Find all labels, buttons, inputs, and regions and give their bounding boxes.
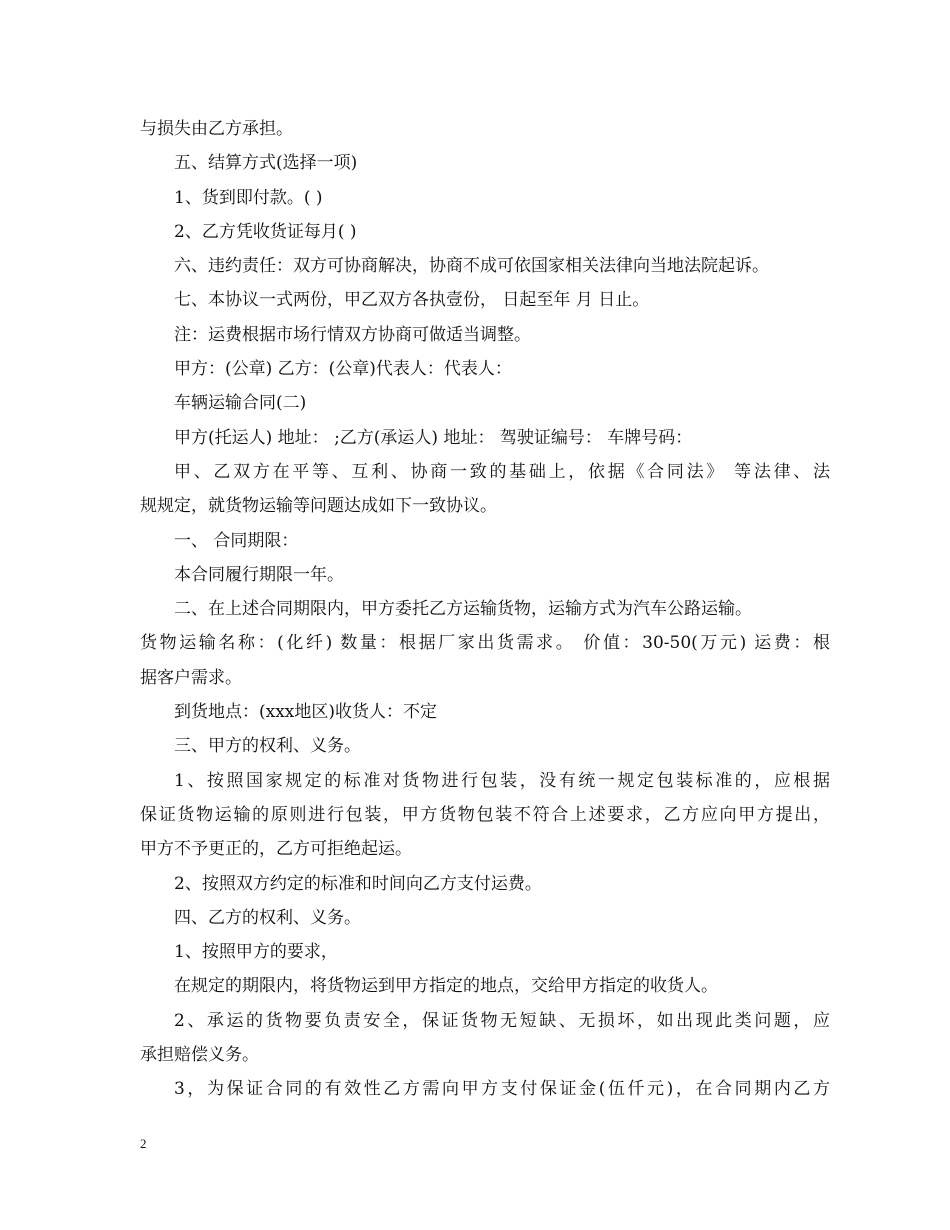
text-line: 五、结算方式(选择一项) [174,153,358,174]
text-line: 1、按照甲方的要求， [174,942,338,963]
text-line: 2、承运的货物要负责安全，保证货物无短缺、无损坏，如出现此类问题，应 [174,1010,830,1031]
text-line: 甲方不予更正的，乙方可拒绝起运。 [140,839,412,860]
text-line: 四、乙方的权利、义务。 [174,907,361,928]
text-line: 2、乙方凭收货证每月( ) [174,221,357,242]
text-line: 2、按照双方约定的标准和时间向乙方支付运费。 [174,873,542,894]
text-line: 据客户需求。 [140,667,242,688]
text-line: 七、本协议一式两份，甲乙双方各执壹份， 日起至年 月 日止。 [174,290,650,311]
text-line: 1、货到即付款。( ) [174,187,323,208]
text-line: 一、 合同期限： [174,530,299,551]
text-line: 三、甲方的权利、义务。 [174,736,361,757]
document-body [140,112,830,1107]
text-line: 二、在上述合同期限内，甲方委托乙方运输货物，运输方式为汽车公路运输。 [174,599,752,620]
text-line: 本合同履行期限一年。 [174,564,344,585]
text-line: 规规定，就货物运输等问题达成如下一致协议。 [140,496,497,517]
page-number: 2 [140,1136,147,1151]
text-line: 3，为保证合同的有效性乙方需向甲方支付保证金(伍仟元)，在合同期内乙方 [174,1079,830,1100]
text-line: 甲方：(公章) 乙方：(公章)代表人：代表人： [174,359,512,380]
text-line: 在规定的期限内，将货物运到甲方指定的地点，交给甲方指定的收货人。 [174,976,718,997]
text-line: 到货地点：(xxx地区)收货人：不定 [174,702,438,723]
text-line: 六、违约责任：双方可协商解决，协商不成可依国家相关法律向当地法院起诉。 [174,256,769,277]
text-line: 1、按照国家规定的标准对货物进行包装，没有统一规定包装标准的，应根据 [174,770,830,791]
text-line: 与损失由乙方承担。 [140,119,293,139]
text-line: 甲方(托运人) 地址： ;乙方(承运人) 地址： 驾驶证编号： 车牌号码： [174,427,693,448]
section-title: 车辆运输合同(二) [174,393,307,414]
text-line: 注：运费根据市场行情双方协商可做适当调整。 [174,324,531,345]
text-line: 甲、乙双方在平等、互利、协商一致的基础上，依据《合同法》 等法律、法 [174,461,830,482]
text-line: 保证货物运输的原则进行包装，甲方货物包装不符合上述要求，乙方应向甲方提出， [140,804,830,825]
text-line: 承担赔偿义务。 [140,1045,259,1066]
text-line: 货物运输名称：(化纤) 数量：根据厂家出货需求。 价值：30-50(万元) 运费：根 [140,633,830,654]
